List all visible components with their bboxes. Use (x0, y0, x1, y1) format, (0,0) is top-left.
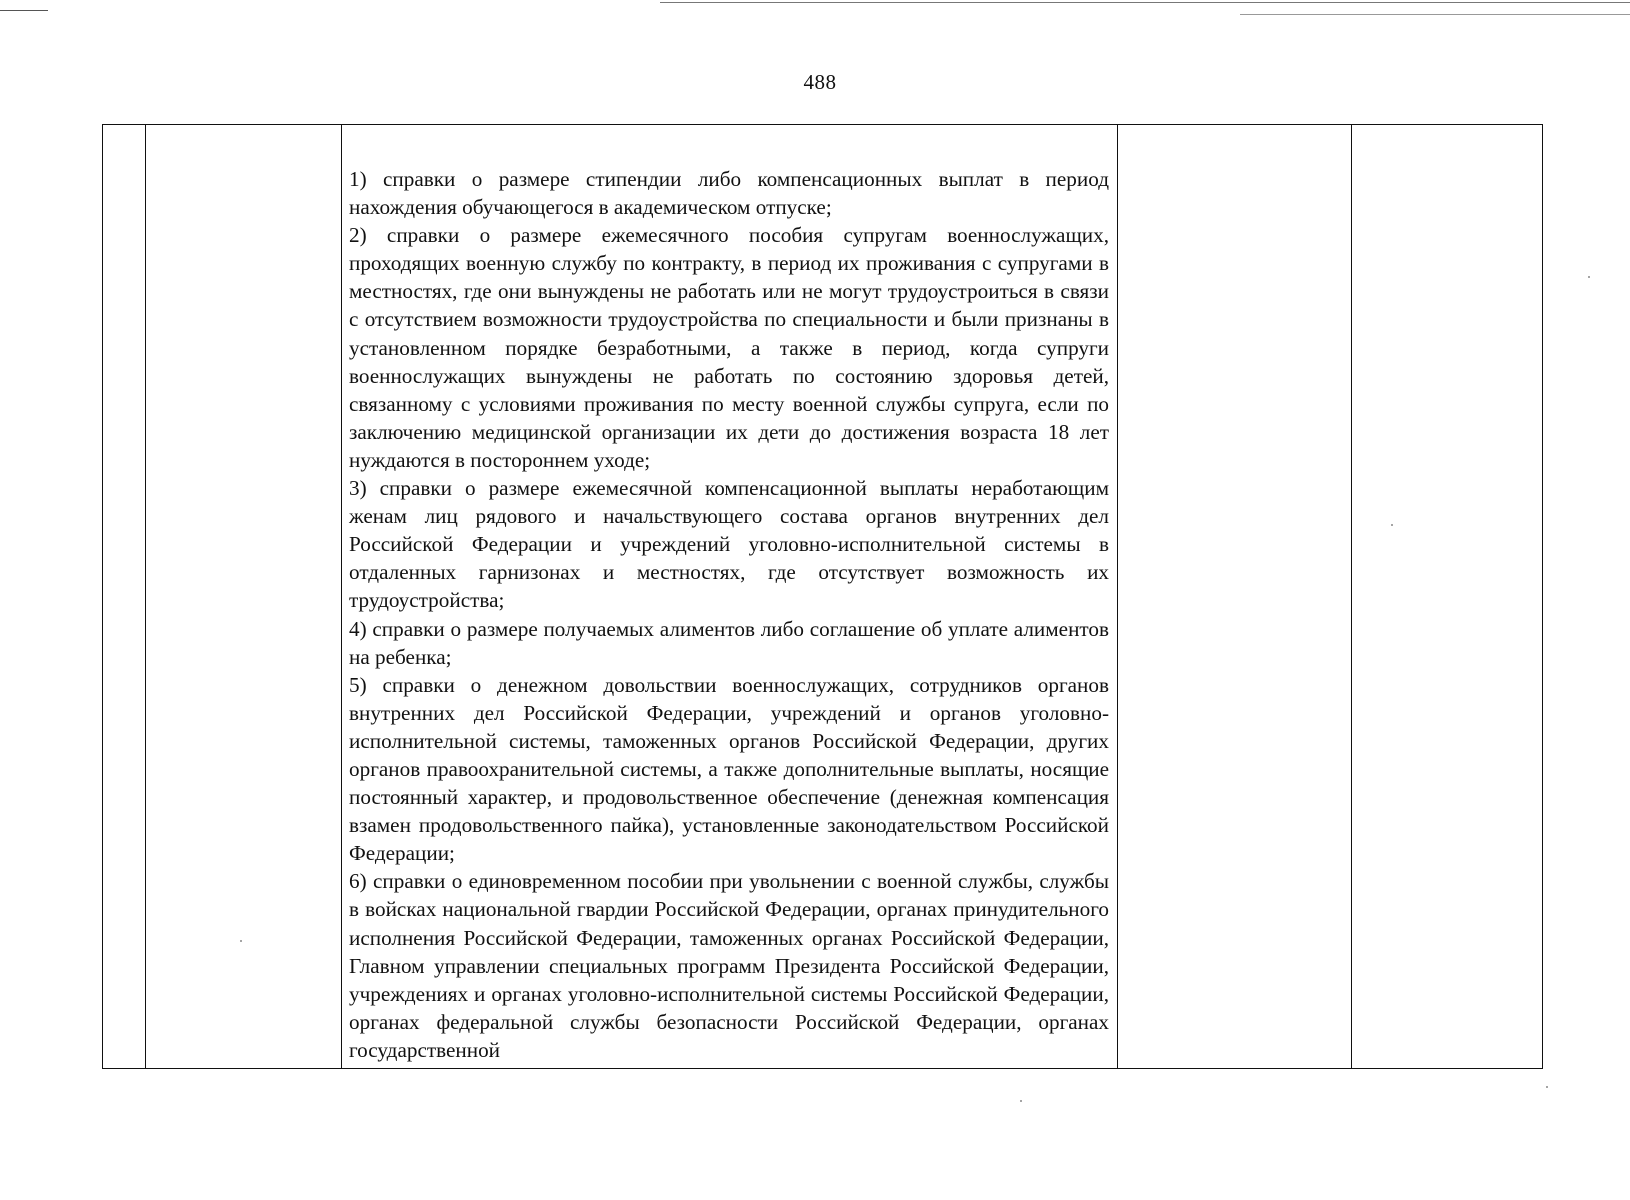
page-number: 488 (803, 70, 837, 94)
table-cell-col1 (103, 125, 145, 1068)
scan-speck (1391, 524, 1393, 526)
scan-speck (240, 940, 242, 942)
table-cell-col5 (1351, 125, 1544, 1068)
scan-edge-line (1240, 14, 1630, 15)
list-item: 2) справки о размере ежемесячного пособия супругам военнослужащих, проходящих военную службу по контракту, в период их проживания с супругами в местностях, где они вынуждены не работать или не могут трудоустроиться в связи с отсутствием возможности трудоустройства по специальности и были признаны в установленном порядке безработными, а также в период, когда супруги военнослужащих вынуждены не работать по состоянию здоровья детей, связанному с условиями проживания по месту военной службы супруга, если по заключению медицинской организации их дети до достижения возраста 18 лет нуждаются в постороннем уходе; (349, 223, 1109, 472)
table-cell-col2 (145, 125, 341, 1068)
list-item: 4) справки о размере получаемых алиментов либо соглашение об уплате алиментов на ребенка; (349, 616, 1109, 669)
scan-edge-line (0, 10, 48, 11)
list-item: 5) справки о денежном довольствии военнослужащих, сотрудников органов внутренних дел Российской Федерации, учреждений и органов уголовно-исполнительной системы, таможенных органов Российской Федерации, других органов правоохранительной системы, а также дополнительные выплаты, носящие постоянный характер, и продовольственное обеспечение (денежная компенсация взамен продовольственного пайка), установленные законодательством Российской Федерации; (349, 672, 1109, 866)
document-table (102, 124, 1543, 1069)
list-item: 6) справки о единовременном пособии при увольнении с военной службы, службы в войсках национальной гвардии Российской Федерации, органах принудительного исполнения Российской Федерации, таможенных органах Российской Федерации, Главном управлении специальных программ Президента Российской Федерации, учреждениях и органах уголовно-исполнительной системы Российской Федерации, органах федеральной службы безопасности Российской Федерации, органах государственной (349, 869, 1109, 1062)
column-divider (341, 125, 342, 1068)
table-cell-col4 (1117, 125, 1351, 1068)
scan-speck (1588, 276, 1590, 278)
scan-speck (1546, 1086, 1548, 1088)
table-cell-col3 (349, 165, 1109, 1068)
list-item: 1) справки о размере стипендии либо компенсационных выплат в период нахождения обучающегося в академическом отпуске; (349, 167, 1109, 220)
list-item: 3) справки о размере ежемесячной компенсационной выплаты неработающим женам лиц рядового и начальствующего состава органов внутренних дел Российской Федерации и учреждений уголовно-исполнительной системы в отдаленных гарнизонах и местностях, где отсутствует возможность их трудоустройства; (349, 476, 1109, 613)
scan-edge-line (660, 2, 1630, 3)
scan-speck (1020, 1100, 1022, 1102)
